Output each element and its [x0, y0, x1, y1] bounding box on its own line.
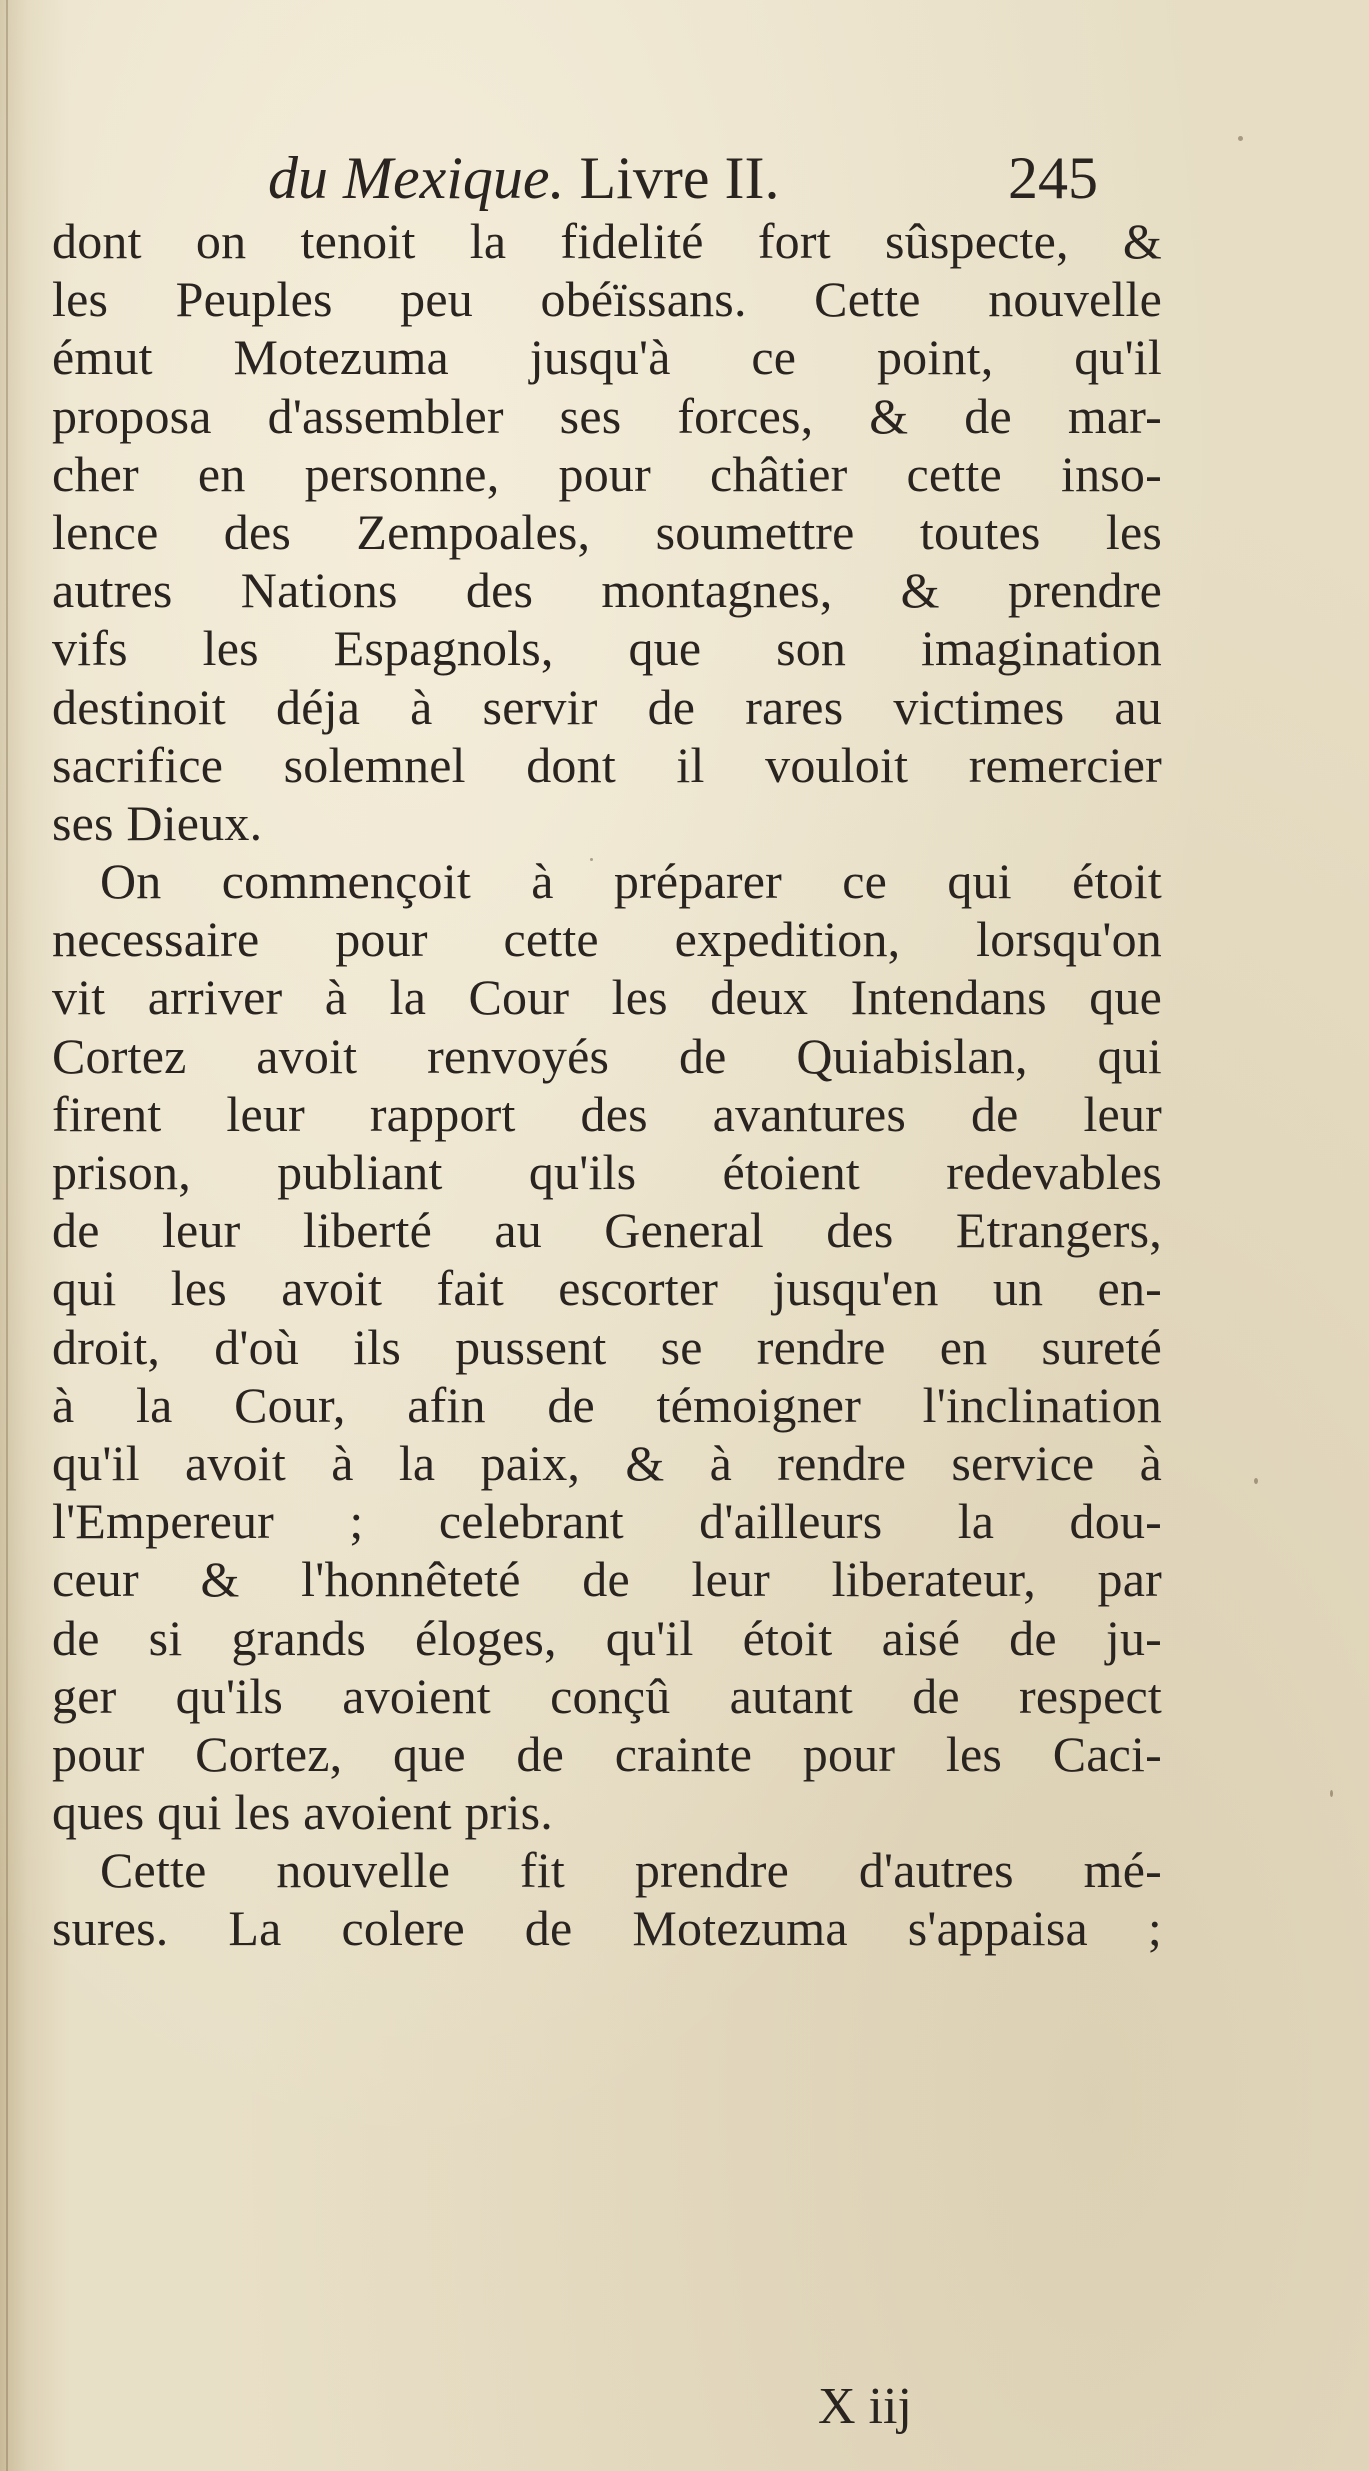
text-line: proposa d'assembler ses forces, & de mar-	[52, 387, 1162, 444]
text-line: firent leur rapport des avantures de leur	[52, 1085, 1162, 1142]
text-line: l'Empereur ; celebrant d'ailleurs la dou-	[52, 1493, 1162, 1550]
text-line: On commençoit à préparer ce qui étoit	[100, 853, 1162, 910]
paper-speck	[1330, 1790, 1333, 1797]
text-line: ceur & l'honnêteté de leur liberateur, par	[52, 1551, 1162, 1608]
text-line: lence des Zempoales, soumettre toutes les	[52, 503, 1162, 560]
text-line: à la Cour, afin de témoigner l'inclination	[52, 1376, 1162, 1433]
text-line: ses Dieux.	[52, 794, 263, 851]
text-line: ques qui les avoient pris.	[52, 1784, 553, 1841]
body-text	[52, 212, 1162, 1958]
text-line: destinoit déja à servir de rares victimes au	[52, 678, 1162, 735]
signature-mark: X iij	[818, 2378, 912, 2435]
text-line: de si grands éloges, qu'il étoit aisé de ju-	[52, 1609, 1162, 1666]
text-line: qu'il avoit à la paix, & à rendre service à	[52, 1434, 1162, 1491]
text-line: prison, publiant qu'ils étoient redevables	[52, 1144, 1162, 1200]
running-title	[268, 138, 779, 218]
page-number: 245	[1008, 145, 1098, 211]
text-line: qui les avoit fait escorter jusqu'en un en-	[52, 1260, 1162, 1317]
text-line: Cortez avoit renvoyés de Quiabislan, qui	[52, 1027, 1162, 1084]
paper-speck	[590, 858, 593, 861]
running-title-book: Livre II.	[579, 145, 780, 211]
paper-speck	[1254, 1478, 1258, 1484]
text-line: de leur liberté au General des Etrangers,	[52, 1202, 1162, 1259]
text-line: émut Motezuma jusqu'à ce point, qu'il	[52, 329, 1162, 386]
paragraph	[52, 852, 1162, 1841]
text-line: sacrifice solemnel dont il vouloit remercier	[52, 736, 1162, 793]
text-line: cher en personne, pour châtier cette inso-	[52, 445, 1162, 502]
text-line: vit arriver à la Cour les deux Intendans que	[52, 969, 1162, 1026]
text-line: sures. La colere de Motezuma s'appaisa ;	[52, 1900, 1162, 1957]
text-line: les Peuples peu obéïssans. Cette nouvelle	[52, 271, 1162, 328]
text-line: pour Cortez, que de crainte pour les Caci-	[52, 1725, 1162, 1782]
text-line: necessaire pour cette expedition, lorsqu'on	[52, 911, 1162, 968]
text-line: droit, d'où ils pussent se rendre en sureté	[52, 1318, 1162, 1375]
paper-speck	[1238, 136, 1243, 141]
running-header	[0, 138, 1369, 218]
text-line: autres Nations des montagnes, & prendre	[52, 562, 1162, 619]
text-line: vifs les Espagnols, que son imagination	[52, 620, 1162, 677]
running-title-work: du Mexique.	[268, 145, 565, 211]
text-line: dont on tenoit la fidelité fort sûspecte, &	[52, 213, 1162, 269]
text-line: ger qu'ils avoient conçû autant de respect	[52, 1667, 1162, 1724]
paragraph	[52, 1841, 1162, 1957]
text-line: Cette nouvelle fit prendre d'autres mé-	[100, 1842, 1162, 1899]
page-footer	[0, 2372, 1369, 2442]
paragraph	[52, 212, 1162, 852]
binding-gutter	[6, 0, 8, 2471]
